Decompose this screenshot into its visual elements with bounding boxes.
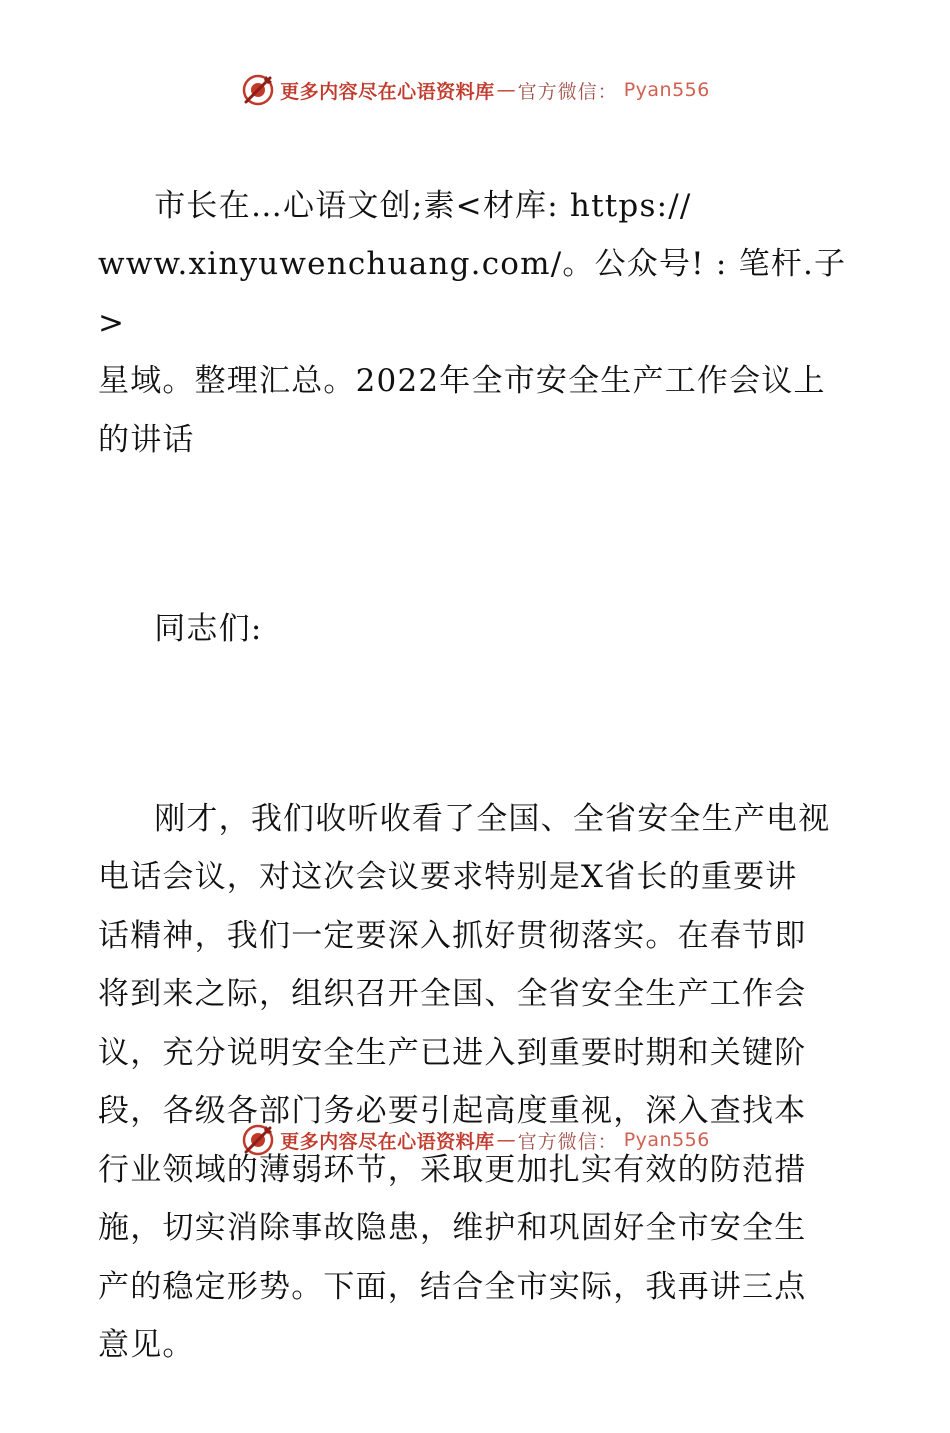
pen-logo-icon [240, 72, 276, 108]
body-line: 话精神，我们一定要深入抓好贯彻落实。在春节即 [98, 917, 807, 954]
body-line: 段，各级各部门务必要引起高度重视，深入查找本 [98, 1093, 807, 1129]
body-line: 施，切实消除事故隐患，维护和巩固好全市安全生 [98, 1210, 807, 1246]
title-line: www.xinyuwenchuang.com/。公众号! : 笔杆.子> [98, 246, 847, 341]
body-line: 将到来之际，组织召开全国、全省安全生产工作会 [98, 976, 807, 1012]
document-body [98, 118, 858, 1433]
title-line: 星域。整理汇总。2022年全市安全生产工作会议上 [98, 363, 826, 399]
watermark-main-text: 更多内容尽在心语资料库 [280, 1130, 495, 1153]
watermark-wechat-label: 官方微信： [517, 80, 618, 103]
watermark-dash: — [496, 1129, 516, 1151]
header-watermark [0, 70, 950, 110]
salutation-text: 同志们: [154, 611, 263, 647]
body-line: 行业领域的薄弱环节，采取更加扎实有效的防范措 [98, 1151, 807, 1188]
watermark-wechat-label: 官方微信： [517, 1130, 618, 1153]
watermark-wechat-id: Pyan556 [623, 1129, 710, 1151]
document-title [98, 118, 858, 528]
watermark-wechat-id: Pyan556 [623, 79, 710, 101]
title-line: 的讲话 [98, 421, 195, 458]
body-line: 产的稳定形势。下面，结合全市实际，我再讲三点 [98, 1268, 807, 1305]
body-paragraph [98, 731, 858, 1433]
watermark-main-text: 更多内容尽在心语资料库 [280, 80, 495, 103]
body-line: 议，充分说明安全生产已进入到重要时期和关键阶 [98, 1034, 807, 1071]
body-line: 电话会议，对这次会议要求特别是X省长的重要讲 [98, 859, 798, 895]
body-line: 意见。 [98, 1327, 195, 1363]
pen-logo-icon [240, 1122, 276, 1158]
footer-watermark [0, 1120, 950, 1160]
title-line: 市长在…心语文创;素<材库: https:// [154, 187, 692, 224]
salutation [98, 542, 858, 718]
watermark-dash: — [496, 79, 516, 101]
body-line: 刚才，我们收听收看了全国、全省安全生产电视 [154, 800, 831, 837]
